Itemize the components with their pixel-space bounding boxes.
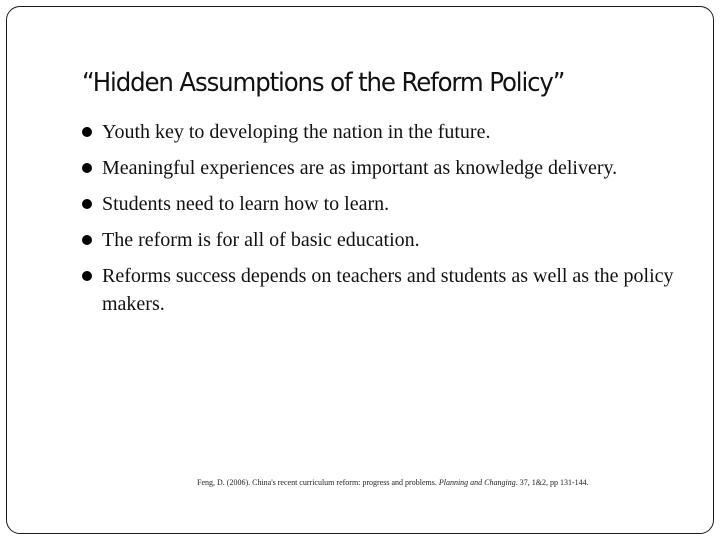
bullet-dot-icon	[82, 235, 92, 245]
bullet-text: Reforms success depends on teachers and students as well as the policy makers.	[102, 265, 674, 315]
bullet-dot-icon	[82, 199, 92, 209]
citation-journal: Planning and Changing	[438, 478, 516, 487]
citation-prefix: Feng, D. (2006). China's recent curriculum reform: progress and problems.	[197, 478, 439, 487]
bullet-list	[82, 118, 682, 326]
citation-suffix: . 37, 1&2, pp 131-144.	[515, 478, 589, 487]
bullet-text: The reform is for all of basic education.	[102, 229, 420, 251]
bullet-item	[82, 190, 682, 218]
citation	[197, 478, 589, 487]
bullet-item	[82, 118, 682, 146]
bullet-item	[82, 226, 682, 254]
bullet-item	[82, 262, 682, 318]
bullet-dot-icon	[82, 127, 92, 137]
bullet-text: Youth key to developing the nation in the future.	[102, 121, 491, 143]
bullet-item	[82, 154, 682, 182]
bullet-text: Meaningful experiences are as important as knowledge delivery.	[102, 157, 618, 179]
bullet-text: Students need to learn how to learn.	[102, 193, 390, 215]
bullet-dot-icon	[82, 163, 92, 173]
slide-title: “Hidden Assumptions of the Reform Policy”	[82, 68, 565, 98]
bullet-dot-icon	[82, 271, 92, 281]
